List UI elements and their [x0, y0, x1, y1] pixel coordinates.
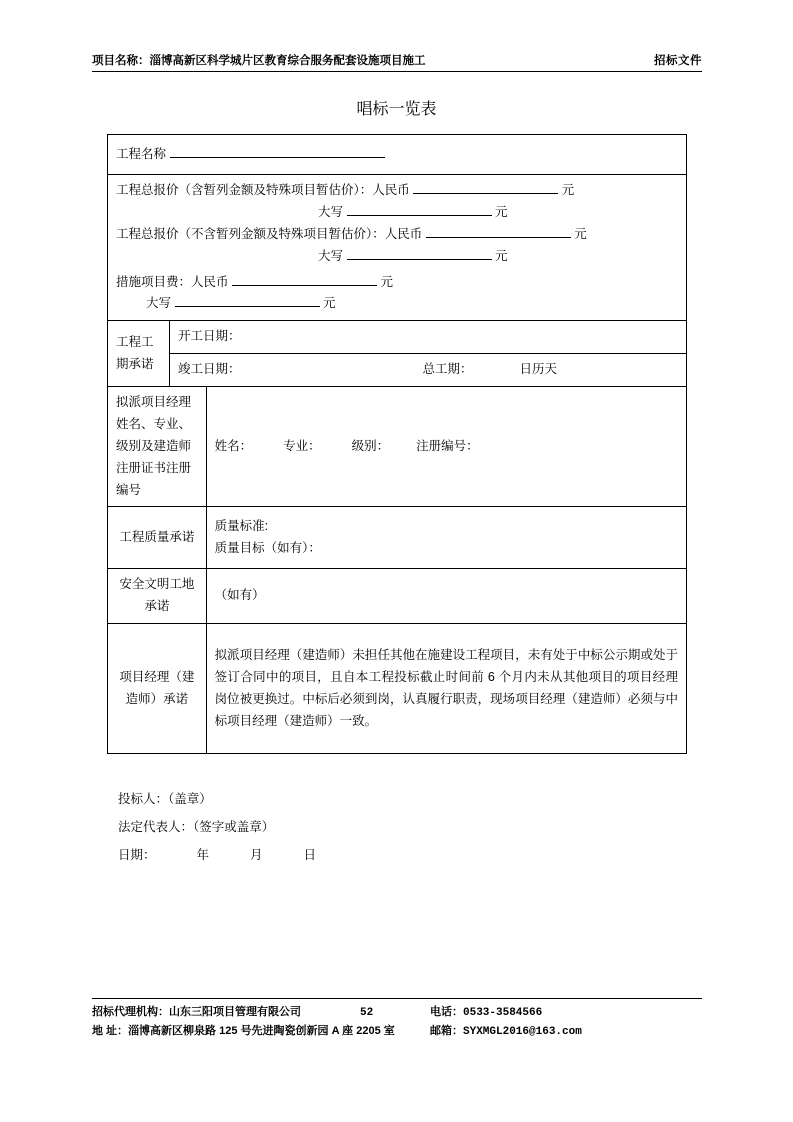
footer-tel [430, 1003, 680, 1022]
measure-fee-capital-label: 大写 [146, 296, 172, 311]
total-price-excl-capital-line [116, 246, 678, 268]
project-name-label: 工程名称 [116, 146, 167, 161]
manager-name-label: 姓名： [214, 438, 253, 453]
total-price-incl-capital-line [116, 202, 678, 224]
total-price-incl-capital-input[interactable] [347, 215, 492, 216]
total-price-incl-capital-unit: 元 [494, 204, 508, 219]
manager-promise-text: 拟派项目经理（建造师）未担任其他在施建设工程项目，未有处于中标公示期或处于签订合同中的项目，且自本工程投标截止时间前 6 个月内未从其他项目的项目经理岗位被更换过。中标后必须到岗，认真履行职责，现场项目经理（建造师）必须与中标项目经理（建造师）一致。 [206, 624, 686, 754]
manager-promise-label: 项目经理（建造师）承诺 [119, 669, 195, 706]
start-date-label: 开工日期： [178, 329, 241, 344]
table-row-quality-promise [108, 507, 687, 569]
total-price-incl-label: 工程总报价（含暂列金额及特殊项目暂估价）：人民币 [116, 183, 410, 197]
manager-info-fields-cell[interactable] [206, 387, 686, 507]
total-price-incl-input[interactable] [413, 193, 558, 194]
date-line [118, 841, 678, 869]
quality-target-label: 质量目标（如有）： [214, 540, 321, 555]
total-price-excl-capital-label: 大写 [318, 248, 344, 263]
safety-promise-value: （如有） [214, 588, 265, 603]
manager-promise-label-cell [108, 624, 207, 754]
measure-fee-input[interactable] [232, 285, 377, 286]
safety-promise-value-cell[interactable] [206, 569, 686, 624]
manager-info-label: 拟派项目经理姓名、专业、级别及建造师注册证书注册编号 [116, 395, 192, 497]
date-month: 月 [249, 848, 263, 863]
table-row-prices [108, 175, 687, 321]
total-price-excl-line [116, 224, 678, 246]
date-day: 日 [303, 848, 316, 863]
measure-fee-unit: 元 [380, 274, 393, 289]
page-footer [92, 998, 702, 1041]
total-price-excl-input[interactable] [426, 237, 571, 238]
quality-standard-label: 质量标准: [214, 519, 269, 533]
table-row-finish-date [108, 354, 687, 387]
header-doc-type: 招标文件 [654, 55, 702, 67]
footer-tel-label: 电话： [430, 1006, 463, 1018]
total-price-excl-label: 工程总报价（不含暂列金额及特殊项目暂估价）：人民币 [116, 226, 423, 241]
footer-address-value: 淄博高新区柳泉路 125 号先进陶瓷创新园 A 座 2205 室 [128, 1025, 395, 1038]
table-row-start-date [108, 321, 687, 354]
footer-address-label: 地 址： [92, 1025, 129, 1038]
manager-major-label: 专业： [283, 438, 321, 453]
duration-label-cell [108, 321, 170, 387]
safety-promise-label-cell [108, 569, 207, 624]
total-price-excl-capital-input[interactable] [347, 259, 492, 260]
measure-fee-line [116, 272, 678, 294]
measure-fee-label: 措施项目费：人民币 [116, 274, 229, 289]
total-price-incl-line [116, 180, 678, 202]
manager-level-label: 级别： [351, 438, 390, 453]
measure-fee-capital-unit: 元 [322, 296, 336, 311]
total-price-incl-capital-label: 大写 [318, 204, 344, 219]
footer-email-label: 邮箱： [430, 1025, 463, 1038]
footer-row-agency [92, 1003, 702, 1022]
bid-announcement-table [107, 134, 687, 754]
start-date-cell[interactable] [170, 321, 687, 354]
quality-promise-label-cell [108, 507, 207, 569]
table-row-manager-promise [108, 624, 687, 754]
finish-date-cell[interactable] [170, 354, 687, 387]
page-header [92, 52, 702, 72]
page-number: 52 [360, 1007, 374, 1019]
total-duration-label: 总工期： [422, 362, 473, 377]
page-title: 唱标一览表 [356, 101, 437, 118]
total-price-excl-capital-unit: 元 [494, 248, 508, 263]
date-label: 日期： [118, 848, 156, 863]
duration-label-line2: 期承诺 [116, 356, 154, 371]
measure-fee-capital-input[interactable] [175, 306, 320, 307]
footer-email [430, 1022, 680, 1041]
footer-row-address [92, 1022, 702, 1041]
table-row-safety-promise [108, 569, 687, 624]
footer-email-value: SYXMGL2016@163.com [463, 1026, 582, 1039]
total-price-excl-unit: 元 [574, 226, 587, 241]
duration-label-line1: 工程工 [116, 334, 154, 349]
legal-rep-line: 法定代表人：（签字或盖章） [118, 820, 275, 835]
project-name-cell [108, 135, 687, 175]
footer-tel-value: 0533-3584566 [463, 1007, 543, 1019]
signature-block [118, 785, 678, 869]
footer-agency-value: 山东三阳项目管理有限公司 [169, 1006, 301, 1018]
footer-address [92, 1022, 430, 1040]
project-name-input[interactable] [170, 157, 385, 158]
footer-agency-label: 招标代理机构： [92, 1006, 169, 1018]
safety-promise-label: 安全文明工地承诺 [119, 577, 195, 614]
bidder-line: 投标人：（盖章） [118, 792, 212, 806]
prices-cell [108, 175, 687, 321]
manager-info-label-cell [108, 387, 207, 507]
measure-fee-capital-line [116, 293, 678, 315]
header-project-name: 项目名称：淄博高新区科学城片区教育综合服务配套设施项目施工 [92, 55, 426, 67]
table-row-project-name [108, 135, 687, 175]
quality-promise-label: 工程质量承诺 [119, 529, 195, 544]
finish-date-label: 竣工日期： [178, 362, 241, 377]
total-price-incl-unit: 元 [561, 183, 575, 197]
total-duration-unit: 日历天 [519, 362, 557, 377]
quality-promise-fields-cell[interactable] [206, 507, 686, 569]
manager-reg-label: 注册编号： [416, 438, 479, 453]
footer-agency [92, 1003, 360, 1021]
date-year: 年 [196, 848, 209, 863]
table-row-manager-info [108, 387, 687, 507]
